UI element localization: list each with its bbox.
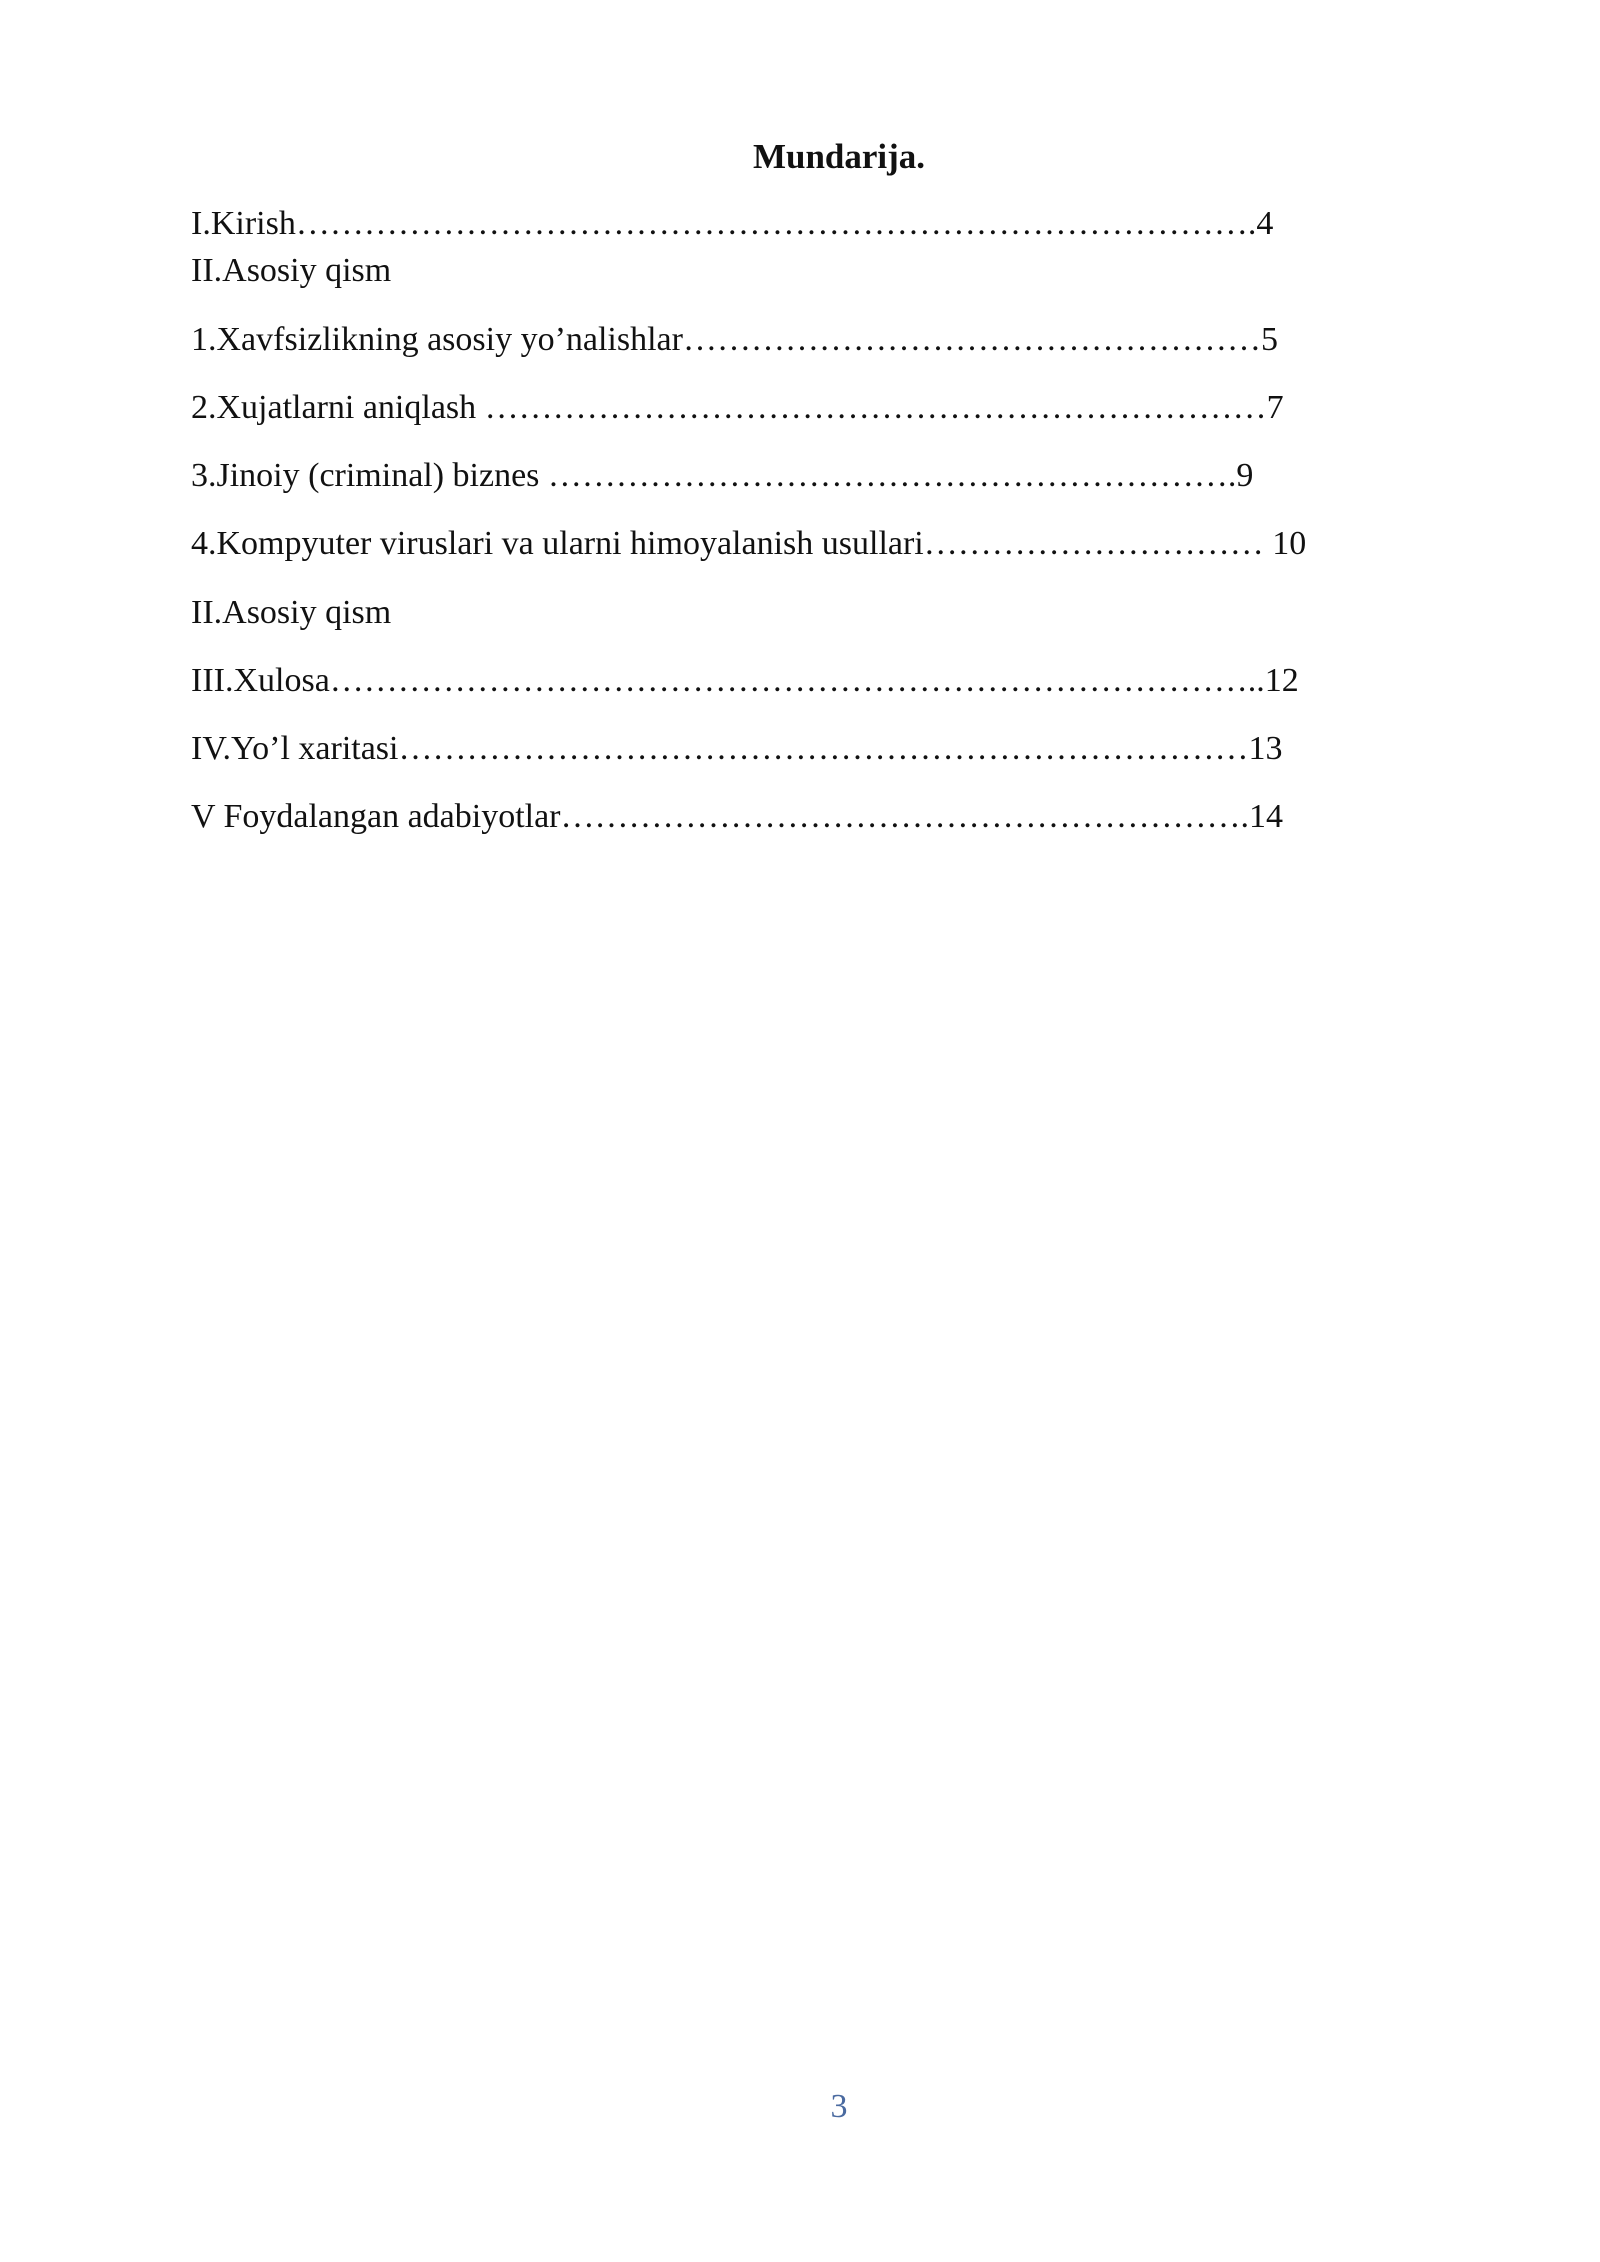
toc-entry-kompyuter-viruslari: 4.Kompyuter viruslari va ularni himoyalanish usullari………………………… 10 <box>191 525 1307 562</box>
document-title: Mundarija. <box>752 137 926 176</box>
toc-entry-jinoiy-biznes: 3.Jinoiy (criminal) biznes …………………………………………………….9 <box>191 457 1254 494</box>
toc-entry-xujatlar: 2.Xujatlarni aniqlash ……………………………………………………………7 <box>191 389 1284 426</box>
toc-entry-kirish: I.Kirish………………………………………………………………………….4 <box>191 205 1274 242</box>
toc-entry-xulosa: III.Xulosa………………………………………………………………………..12 <box>191 662 1299 699</box>
toc-entry-adabiyotlar: V Foydalangan adabiyotlar…………………………………………………….14 <box>191 798 1284 835</box>
toc-entry-yol-xaritasi: IV.Yo’l xaritasi…………………………………………………………………13 <box>191 730 1283 767</box>
toc-entry-xavfsizlik: 1.Xavfsizlikning asosiy yo’nalishlar……………………………………………5 <box>191 321 1278 358</box>
page-number: 3 <box>830 2088 848 2125</box>
toc-entry-asosiy-qism-2: II.Asosiy qism <box>191 594 392 631</box>
toc-entry-asosiy-qism: II.Asosiy qism <box>191 252 392 289</box>
